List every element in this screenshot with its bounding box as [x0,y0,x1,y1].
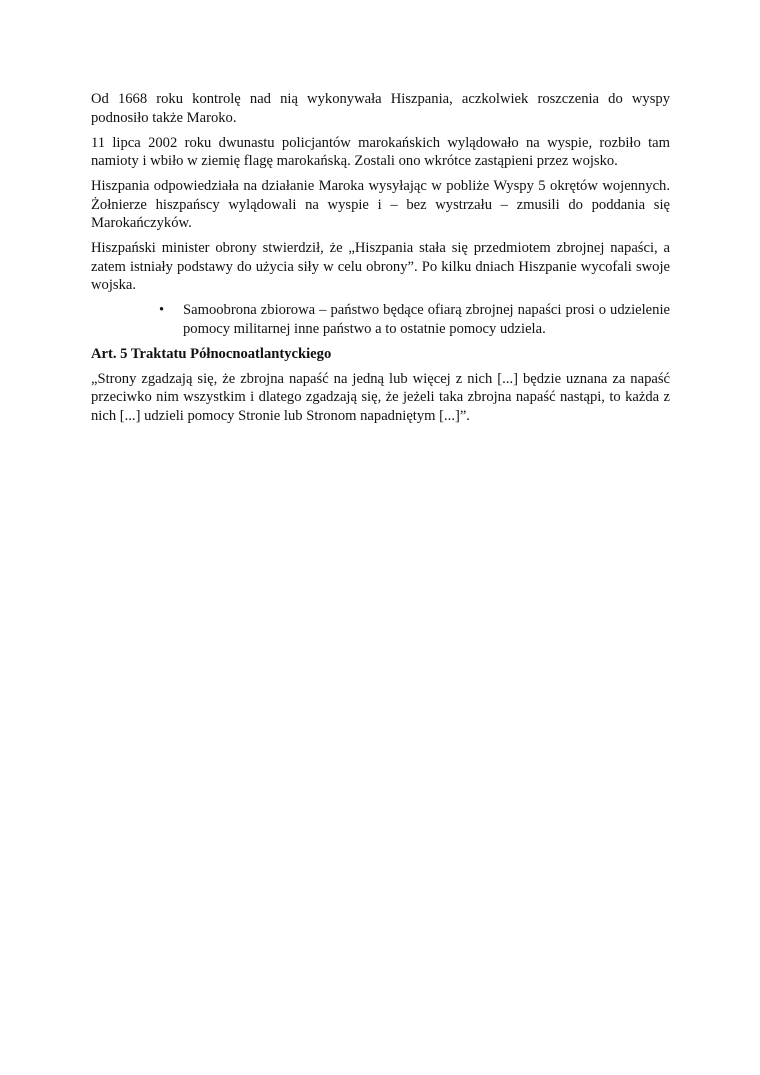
bullet-list [91,301,670,338]
paragraph-spain-control: Od 1668 roku kontrolę nad nią wykonywała Hiszpania, aczkolwiek roszczenia do wyspy podnosiło także Maroko. [91,91,670,126]
treaty-quote: „Strony zgadzają się, że zbrojna napaść na jedną lub więcej z nich [...] będzie uznana za napaść przeciwko nim wszystkim i dlatego zgadzają się, że jeżeli taka zbrojna napaść nastąpi, to każda z nich [...] udzieli pomocy Stronie lub Stronom napadniętym [...]”. [91,370,670,424]
paragraph-minister-statement: Hiszpański minister obrony stwierdził, że „Hiszpania stała się przedmiotem zbrojnej napaści, a zatem istniały podstawy do użycia siły w celu obrony”. Po kilku dniach Hiszpanie wycofali swoje wojska. [91,240,670,293]
section-heading: Art. 5 Traktatu Północnoatlantyckiego [91,345,332,362]
bullet-icon: • [159,302,165,318]
document-body [91,90,670,432]
list-item [91,301,670,338]
list-item-text: Samoobrona zbiorowa – państwo będące ofiarą zbrojnej napaści prosi o udzielenie pomocy militarnej inne państwo a to ostatnie pomocy udziela. [183,302,670,337]
paragraph-moroccan-police: 11 lipca 2002 roku dwunastu policjantów marokańskich wylądowało na wyspie, rozbiło tam namioty i wbiło w ziemię flagę marokańską. Zostali ono wkrótce zastąpieni przez wojsko. [91,134,670,169]
paragraph-spain-response: Hiszpania odpowiedziała na działanie Maroka wysyłając w pobliże Wyspy 5 okrętów wojennych. Żołnierze hiszpańscy wylądowali na wyspie i – bez wystrzału – zmusili do poddania się Marokańczyków. [91,178,670,231]
